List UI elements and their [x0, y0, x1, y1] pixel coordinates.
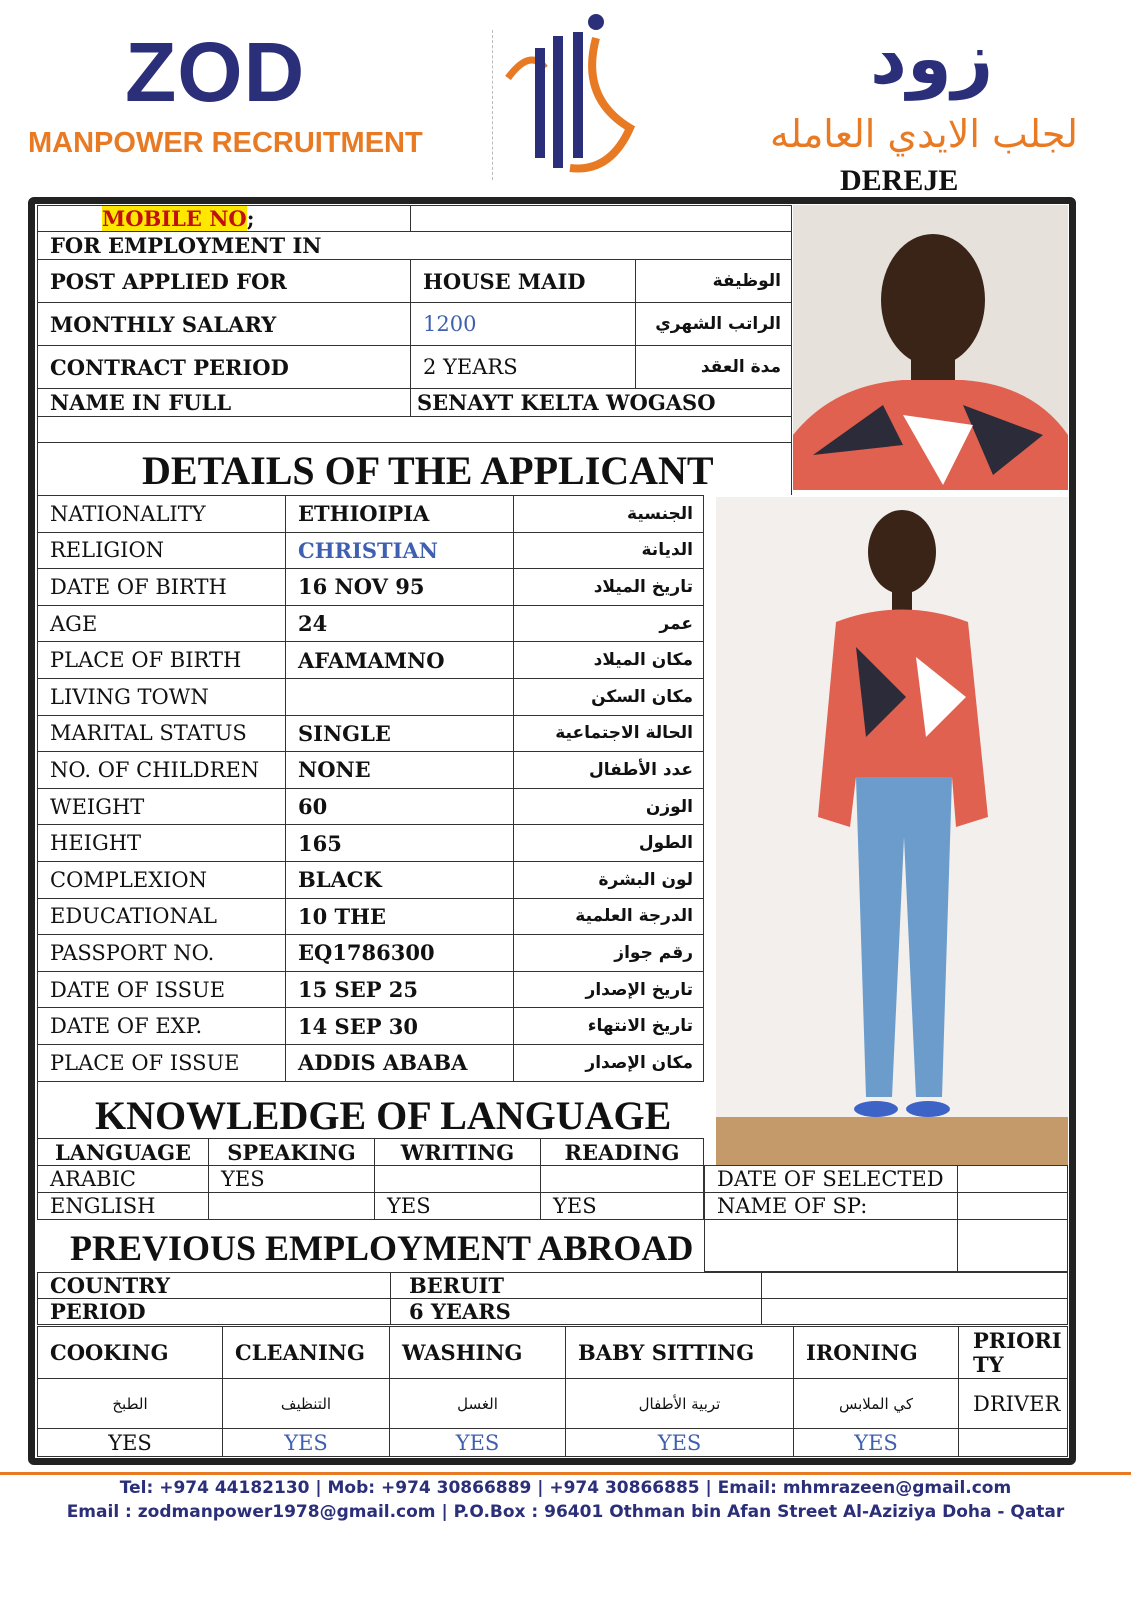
details-heading: DETAILS OF THE APPLICANT [142, 448, 714, 493]
company-tagline-arabic: لجلب الايدي العامله [770, 112, 1079, 156]
post-label: POST APPLIED FOR [38, 260, 411, 303]
lang-english-speaking [209, 1193, 375, 1220]
lang-header-writing: WRITING [375, 1139, 541, 1166]
footer-address-line: Email : zodmanpower1978@gmail.com | P.O.Box : 96401 Othman bin Afan Street Al-Aziziya Doha - Qatar [66, 1502, 1065, 1522]
language-heading: KNOWLEDGE OF LANGUAGE [95, 1093, 672, 1138]
employment-table [37, 205, 792, 443]
name-value: SENAYT KELTA WOGASO [411, 389, 792, 417]
detail-row [38, 825, 704, 862]
country-label: COUNTRY [38, 1273, 391, 1299]
sp-value [958, 1193, 1068, 1220]
period-label: PERIOD [38, 1299, 391, 1325]
detail-row [38, 898, 704, 935]
lang-header-speaking: SPEAKING [209, 1139, 375, 1166]
detail-value: 10 THE [286, 898, 514, 935]
date-selected-label: DATE OF SELECTED [705, 1166, 958, 1193]
detail-value: NONE [286, 752, 514, 789]
post-label-arabic: الوظيفة [636, 260, 792, 303]
selection-table [704, 1165, 1068, 1272]
detail-label: PASSPORT NO. [38, 935, 286, 972]
selection-blank-1 [705, 1220, 958, 1272]
detail-value: 14 SEP 30 [286, 1008, 514, 1045]
name-label: NAME IN FULL [38, 389, 411, 417]
detail-label: HEIGHT [38, 825, 286, 862]
detail-value [286, 678, 514, 715]
detail-label-arabic: رقم جواز [514, 935, 704, 972]
detail-label: NO. OF CHILDREN [38, 752, 286, 789]
skill-washing: WASHING [390, 1327, 566, 1379]
lang-header-language: LANGUAGE [38, 1139, 209, 1166]
mobile-cell [38, 206, 411, 232]
header-divider [492, 30, 493, 180]
detail-label-arabic: الطول [514, 825, 704, 862]
post-value: HOUSE MAID [411, 260, 636, 303]
sp-label: NAME OF SP: [705, 1193, 958, 1220]
footer-divider [0, 1472, 1131, 1475]
detail-label: COMPLEXION [38, 861, 286, 898]
skill-cooking: COOKING [38, 1327, 223, 1379]
detail-label-arabic: الجنسية [514, 496, 704, 533]
detail-label: RELIGION [38, 532, 286, 569]
detail-row [38, 788, 704, 825]
contract-value: 2 YEARS [411, 346, 636, 389]
selection-blank-2 [958, 1220, 1068, 1272]
detail-row [38, 715, 704, 752]
applicant-full-photo [716, 497, 1068, 1165]
lang-arabic-reading [541, 1166, 704, 1193]
detail-label-arabic: الدرجة العلمية [514, 898, 704, 935]
detail-label: DATE OF BIRTH [38, 569, 286, 606]
detail-value: 60 [286, 788, 514, 825]
detail-label: PLACE OF ISSUE [38, 1044, 286, 1081]
detail-value: AFAMAMNO [286, 642, 514, 679]
priority-value: DRIVER [959, 1379, 1068, 1429]
detail-row [38, 569, 704, 606]
detail-label: DATE OF EXP. [38, 1008, 286, 1045]
lang-arabic-writing [375, 1166, 541, 1193]
skill-cleaning-value: YES [223, 1429, 390, 1457]
date-selected-value [958, 1166, 1068, 1193]
details-heading-box [37, 440, 792, 495]
detail-label-arabic: عمر [514, 605, 704, 642]
detail-label: PLACE OF BIRTH [38, 642, 286, 679]
agent-name: DEREJE [840, 164, 959, 197]
blank-row [38, 417, 792, 443]
skill-ironing-arabic: كي الملابس [794, 1379, 959, 1429]
employment-in-label: FOR EMPLOYMENT IN [38, 232, 792, 260]
detail-value: CHRISTIAN [286, 532, 514, 569]
skill-washing-value: YES [390, 1429, 566, 1457]
mobile-value [411, 206, 792, 232]
detail-row [38, 496, 704, 533]
salary-label-arabic: الراتب الشهري [636, 303, 792, 346]
salary-value: 1200 [411, 303, 636, 346]
country-value: BERUIT [391, 1273, 762, 1299]
footer-contact-line: Tel: +974 44182130 | Mob: +974 30866889 | +974 30866885 | Email: mhmrazeen@gmail.com [119, 1478, 1012, 1498]
country-extra [762, 1273, 1068, 1299]
detail-label-arabic: تاريخ الميلاد [514, 569, 704, 606]
detail-row [38, 605, 704, 642]
detail-label: EDUCATIONAL [38, 898, 286, 935]
portrait-icon [793, 205, 1068, 490]
language-heading-box [37, 1082, 704, 1138]
detail-value: 165 [286, 825, 514, 862]
details-table [37, 495, 704, 1082]
skill-washing-arabic: الغسل [390, 1379, 566, 1429]
contract-label: CONTRACT PERIOD [38, 346, 411, 389]
detail-label: LIVING TOWN [38, 678, 286, 715]
detail-label-arabic: تاريخ الإصدار [514, 971, 704, 1008]
skill-cleaning: CLEANING [223, 1327, 390, 1379]
skill-priority-value [959, 1429, 1068, 1457]
detail-value: ETHIOIPIA [286, 496, 514, 533]
language-table [37, 1138, 704, 1220]
mobile-suffix: ; [246, 206, 255, 231]
detail-label-arabic: مكان السكن [514, 678, 704, 715]
lang-header-reading: READING [541, 1139, 704, 1166]
lang-english: ENGLISH [38, 1193, 209, 1220]
detail-label: AGE [38, 605, 286, 642]
full-body-icon [716, 497, 1068, 1165]
skill-cleaning-arabic: التنظيف [223, 1379, 390, 1429]
lang-english-reading: YES [541, 1193, 704, 1220]
company-logo-arabic: زود [870, 16, 994, 100]
skills-table [37, 1326, 1068, 1457]
detail-label-arabic: الديانة [514, 532, 704, 569]
applicant-portrait-photo [793, 205, 1068, 490]
mobile-label: MOBILE NO [102, 206, 247, 231]
detail-label: NATIONALITY [38, 496, 286, 533]
skill-baby-sitting: BABY SITTING [566, 1327, 794, 1379]
period-value: 6 YEARS [391, 1299, 762, 1325]
detail-value: 15 SEP 25 [286, 971, 514, 1008]
detail-row [38, 971, 704, 1008]
lang-arabic-speaking: YES [209, 1166, 375, 1193]
lang-english-writing: YES [375, 1193, 541, 1220]
lang-arabic: ARABIC [38, 1166, 209, 1193]
previous-table [37, 1272, 1068, 1325]
detail-label-arabic: لون البشرة [514, 861, 704, 898]
detail-row [38, 935, 704, 972]
detail-label: DATE OF ISSUE [38, 971, 286, 1008]
previous-heading: PREVIOUS EMPLOYMENT ABROAD [70, 1228, 694, 1268]
contract-label-arabic: مدة العقد [636, 346, 792, 389]
skill-ironing-value: YES [794, 1429, 959, 1457]
detail-label: WEIGHT [38, 788, 286, 825]
detail-value: 16 NOV 95 [286, 569, 514, 606]
detail-label-arabic: تاريخ الانتهاء [514, 1008, 704, 1045]
skill-baby-sitting-arabic: تربية الأطفال [566, 1379, 794, 1429]
detail-label-arabic: مكان الميلاد [514, 642, 704, 679]
detail-value: BLACK [286, 861, 514, 898]
detail-row [38, 1008, 704, 1045]
detail-label-arabic: عدد الأطفال [514, 752, 704, 789]
detail-label-arabic: الوزن [514, 788, 704, 825]
skill-priority: PRIORI TY [959, 1327, 1068, 1379]
skill-ironing: IRONING [794, 1327, 959, 1379]
period-extra [762, 1299, 1068, 1325]
detail-row [38, 532, 704, 569]
skill-baby-sitting-value: YES [566, 1429, 794, 1457]
detail-row [38, 642, 704, 679]
detail-row [38, 752, 704, 789]
detail-value: ADDIS ABABA [286, 1044, 514, 1081]
detail-label-arabic: الحالة الاجتماعية [514, 715, 704, 752]
detail-label: MARITAL STATUS [38, 715, 286, 752]
detail-row [38, 1044, 704, 1081]
detail-row [38, 861, 704, 898]
skill-cooking-arabic: الطبخ [38, 1379, 223, 1429]
detail-row [38, 678, 704, 715]
salary-label: MONTHLY SALARY [38, 303, 411, 346]
detail-value: SINGLE [286, 715, 514, 752]
detail-value: 24 [286, 605, 514, 642]
company-logo-text: ZOD [125, 25, 306, 119]
company-tagline: MANPOWER RECRUITMENT [28, 127, 423, 159]
detail-label-arabic: مكان الإصدار [514, 1044, 704, 1081]
detail-value: EQ1786300 [286, 935, 514, 972]
company-logo-icon [500, 8, 640, 178]
skill-cooking-value: YES [38, 1429, 223, 1457]
